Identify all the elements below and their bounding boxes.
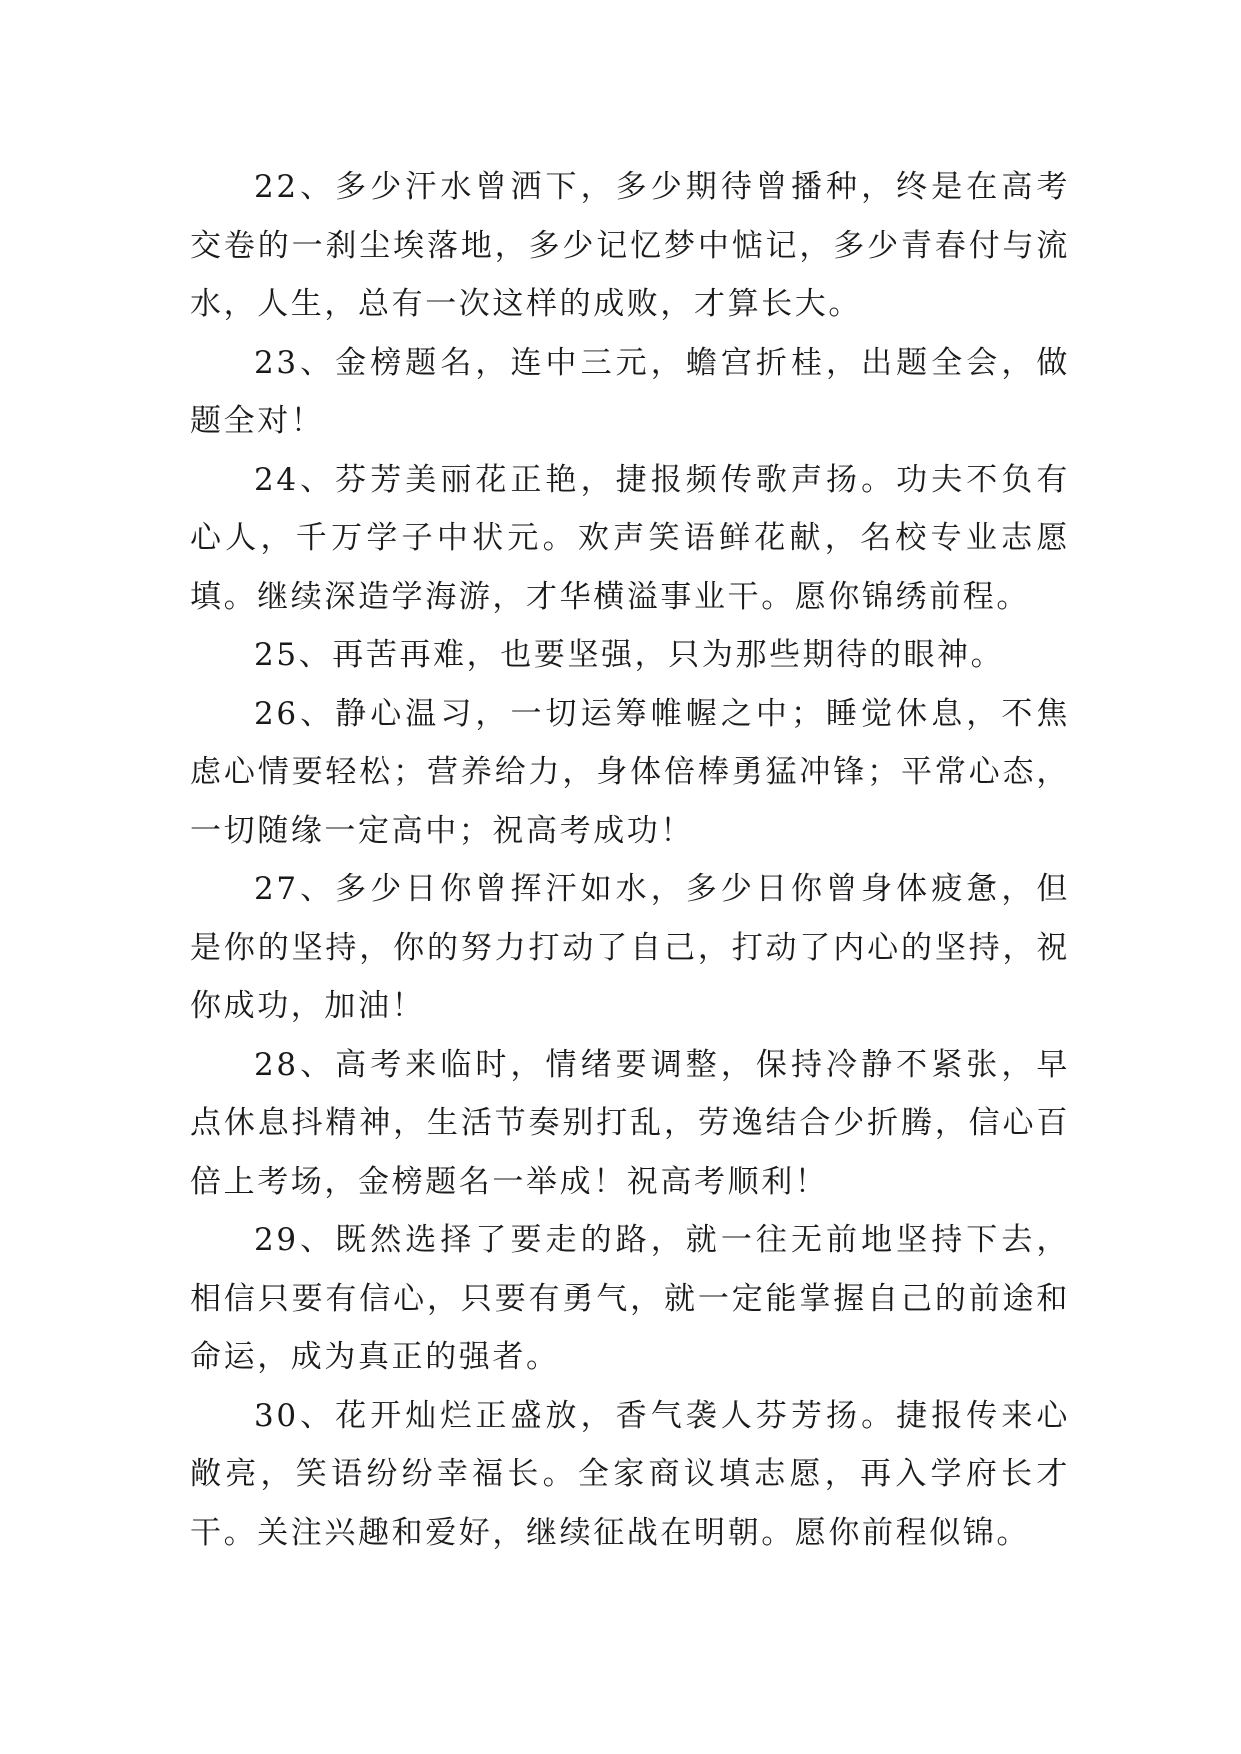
paragraph-24: 24、芬芳美丽花正艳，捷报频传歌声扬。功夫不负有心人，千万学子中状元。欢声笑语鲜花献，名校专业志愿填。继续深造学海游，才华横溢事业干。愿你锦绣前程。 [190,461,1070,615]
document-body [190,158,1070,1562]
paragraph-29: 29、既然选择了要走的路，就一往无前地坚持下去，相信只要有信心，只要有勇气，就一定能掌握自己的前途和命运，成为真正的强者。 [190,1222,1070,1375]
paragraph-22: 22、多少汗水曾洒下，多少期待曾播种，终是在高考交卷的一刹尘埃落地，多少记忆梦中惦记，多少青春付与流水，人生，总有一次这样的成败，才算长大。 [190,169,1070,322]
paragraph-25: 25、再苦再难，也要坚强，只为那些期待的眼神。 [254,637,1005,673]
paragraph-30: 30、花开灿烂正盛放，香气袭人芬芳扬。捷报传来心敞亮，笑语纷纷幸福长。全家商议填志愿，再入学府长才干。关注兴趣和爱好，继续征战在明朝。愿你前程似锦。 [190,1397,1070,1551]
paragraph-28: 28、高考来临时，情绪要调整，保持冷静不紧张，早点休息抖精神，生活节奏别打乱，劳逸结合少折腾，信心百倍上考场，金榜题名一举成！祝高考顺利！ [190,1046,1070,1200]
paragraph-23: 23、金榜题名，连中三元，蟾宫折桂，出题全会，做题全对！ [190,344,1070,439]
paragraph-26: 26、静心温习，一切运筹帷幄之中；睡觉休息，不焦虑心情要轻松；营养给力，身体倍棒勇猛冲锋；平常心态，一切随缘一定高中；祝高考成功！ [190,695,1070,849]
paragraph-27: 27、多少日你曾挥汗如水，多少日你曾身体疲惫，但是你的坚持，你的努力打动了自己，打动了内心的坚持，祝你成功，加油！ [190,871,1070,1024]
